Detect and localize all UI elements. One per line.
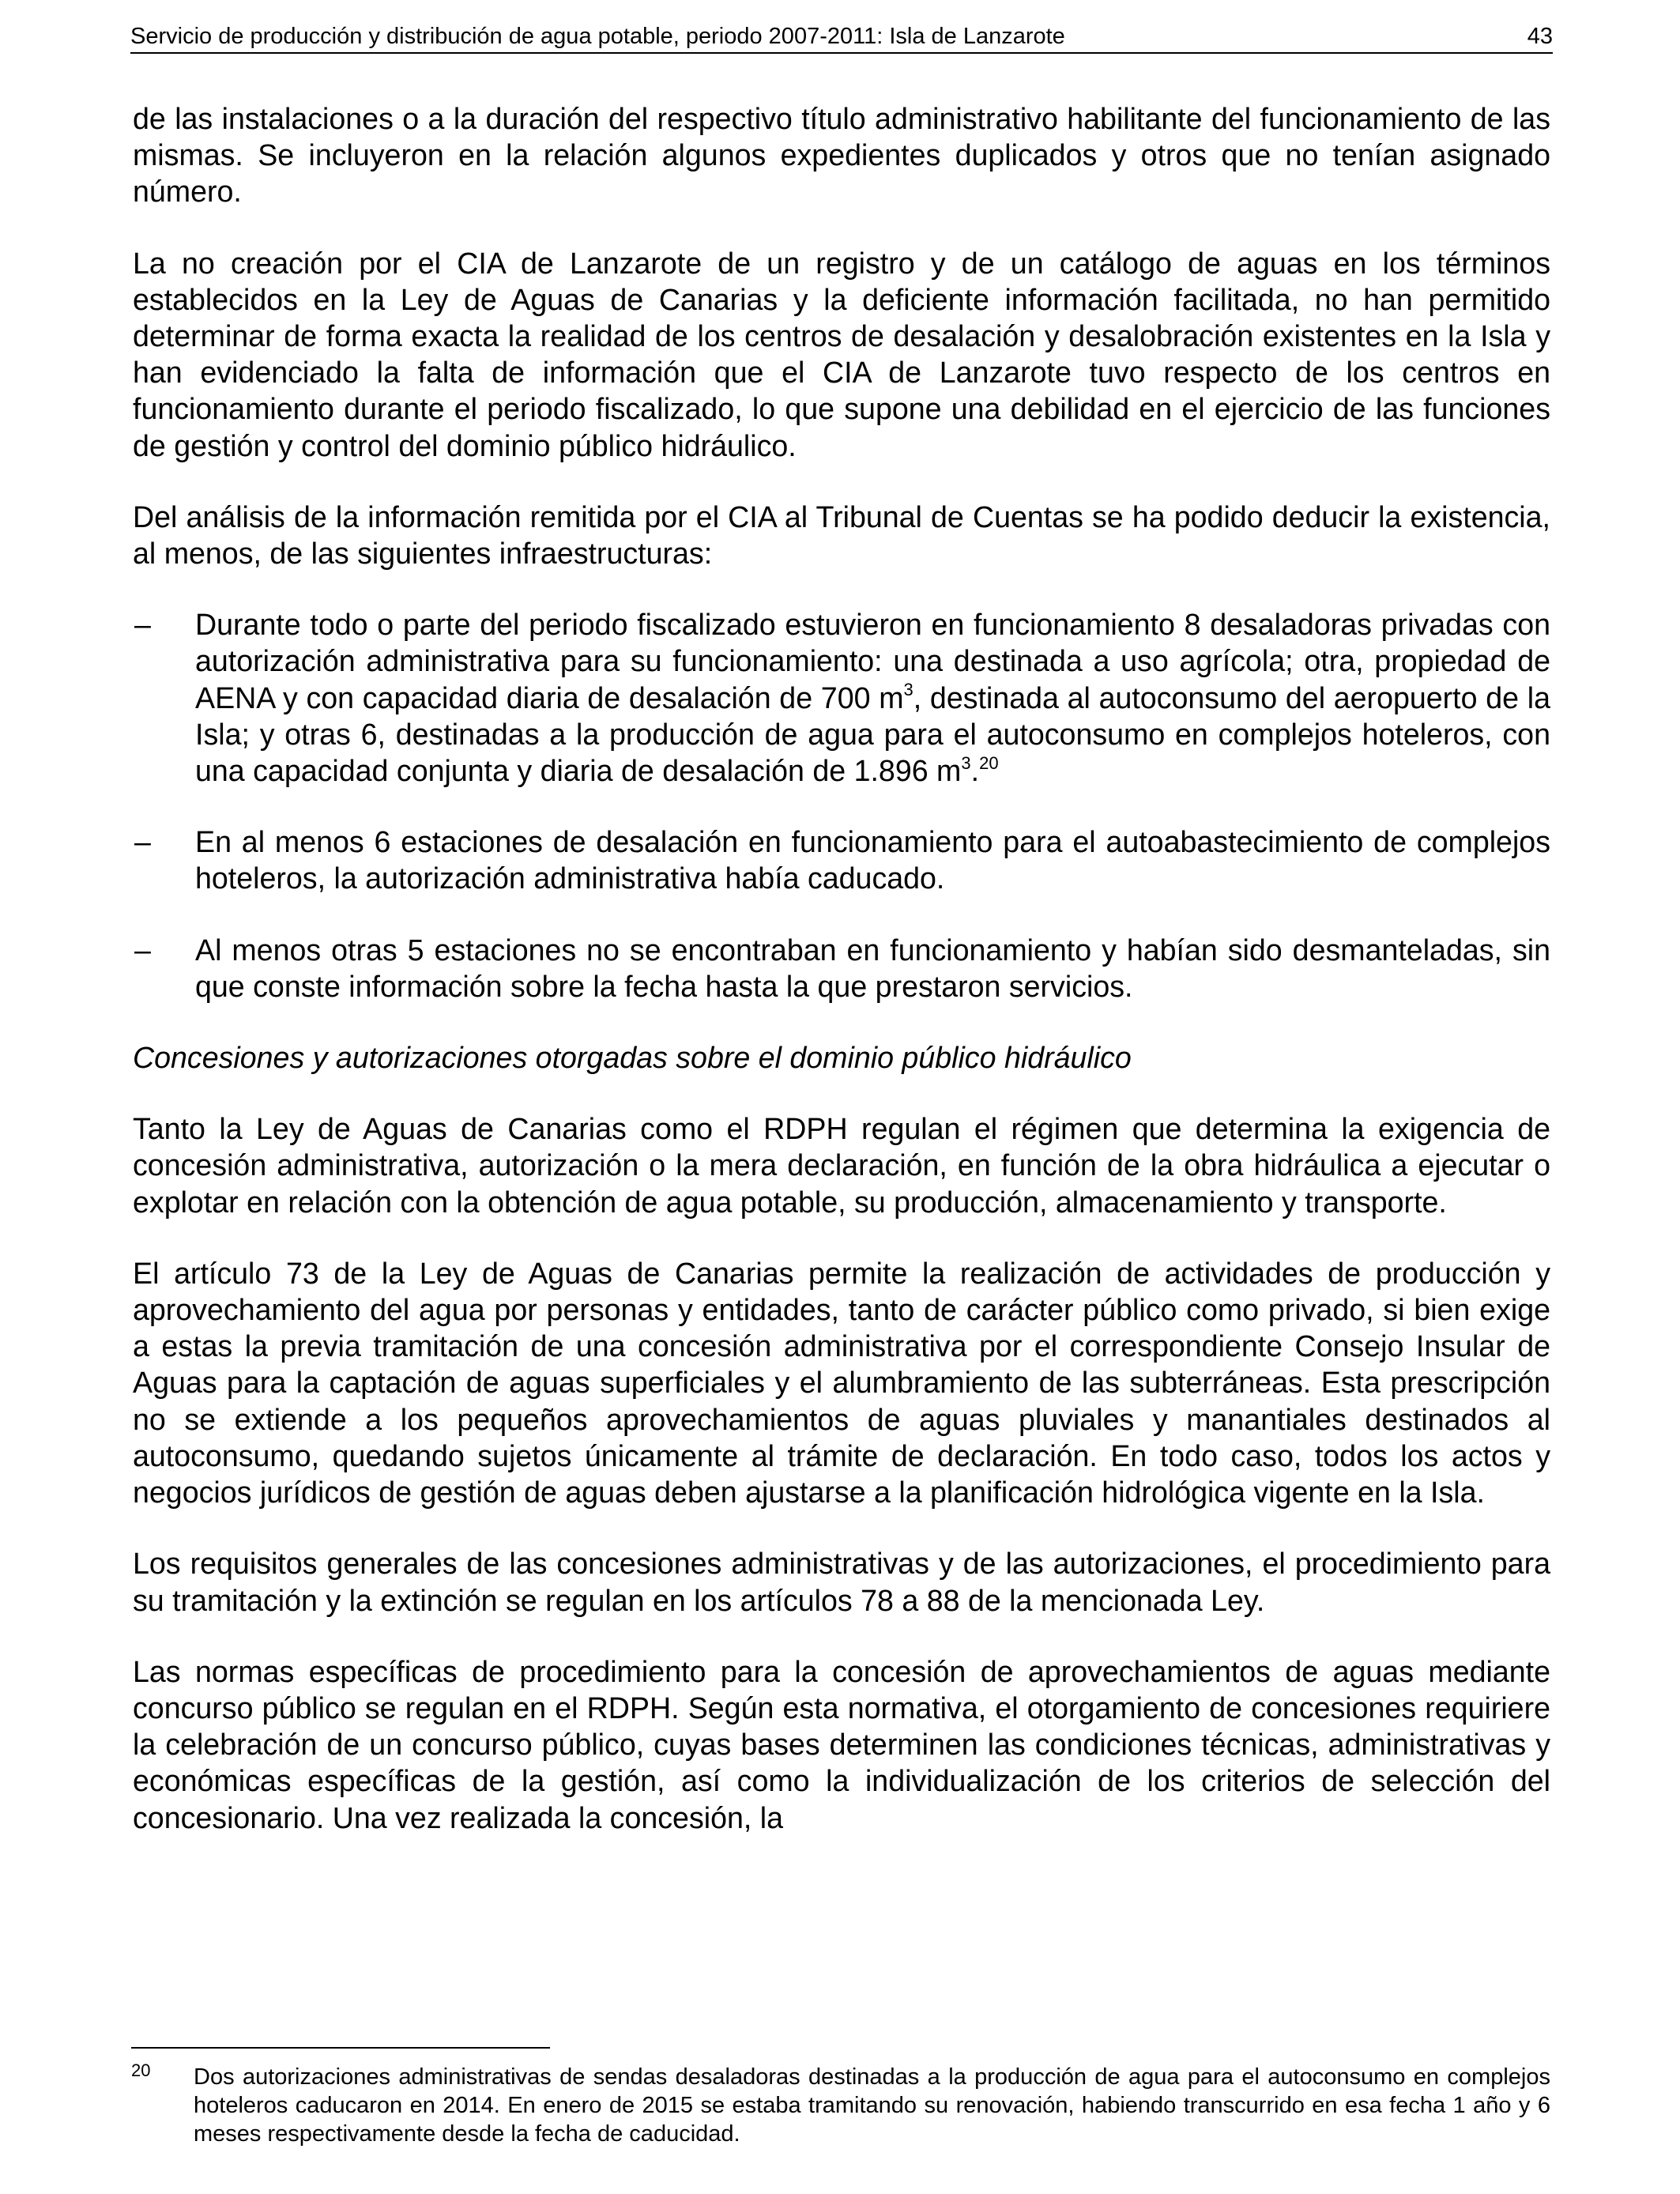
footnote-number: 20	[131, 2060, 151, 2080]
header-title: Servicio de producción y distribución de agua potable, periodo 2007-2011: Isla de Lanzarote	[130, 24, 1065, 49]
list-item-3-text: Al menos otras 5 estaciones no se encontraban en funcionamiento y habían sido desmanteladas, sin que conste información sobre la fecha hasta la que prestaron servicios.	[195, 933, 1550, 1003]
list-item-1-text-a: Durante todo o parte del periodo fiscalizado estuvieron en funcionamiento 8 desaladoras privadas con autorización administrativa para su funcionamiento: una destinada a uso agrícola; otra, propiedad de AENA y con capacidad diaria de desalación de 700 m	[195, 608, 1550, 714]
section-heading: Concesiones y autorizaciones otorgadas sobre el dominio público hidráulico	[133, 1041, 1132, 1075]
paragraph-1: de las instalaciones o a la duración del respectivo título administrativo habilitante del funcionamiento de las mismas. Se incluyeron en la relación algunos expedientes duplicados y otros que no tenían asignado número.	[133, 102, 1550, 209]
list-item	[133, 606, 1550, 789]
infrastructure-list	[133, 606, 1550, 1005]
footnote-reference[interactable]: 20	[979, 752, 999, 773]
paragraph-6: Los requisitos generales de las concesiones administrativas y de las autorizaciones, el procedimiento para su tramitación y la extinción se regulan en los artículos 78 a 88 de la mencionada Ley.	[133, 1547, 1550, 1617]
list-item-1-text-b: , destinada al autoconsumo del aeropuerto de la Isla; y otras 6, destinadas a la producción de agua para el autoconsumo en complejos hoteleros, con una capacidad conjunta y diaria de desalación de 1.896 m	[195, 680, 1550, 788]
list-item-1-text-c: .	[970, 754, 980, 788]
list-item	[133, 932, 1550, 1005]
list-item-2-text: En al menos 6 estaciones de desalación en funcionamiento para el autoabastecimiento de complejos hoteleros, la autorización administrativa había caducado.	[195, 825, 1550, 895]
superscript-cubic-2: 3	[961, 752, 971, 773]
document-body	[133, 100, 1550, 1871]
footnote	[131, 2060, 1550, 2148]
page-number: 43	[1527, 24, 1553, 49]
paragraph-2: La no creación por el CIA de Lanzarote de un registro y de un catálogo de aguas en los términos establecidos en la Ley de Aguas de Canarias y la deficiente información facilitada, no han permitido determinar de forma exacta la realidad de los centros de desalación y desalobración existentes en la Isla y han evidenciado la falta de información que el CIA de Lanzarote tuvo respecto de los centros en funcionamiento durante el periodo fiscalizado, lo que supone una debilidad en el ejercicio de las funciones de gestión y control del dominio público hidráulico.	[133, 246, 1550, 462]
paragraph-3: Del análisis de la información remitida por el CIA al Tribunal de Cuentas se ha podido deducir la existencia, al menos, de las siguientes infraestructuras:	[133, 499, 1550, 571]
paragraph-7: Las normas específicas de procedimiento para la concesión de aprovechamientos de aguas mediante concurso público se regulan en el RDPH. Según esta normativa, el otorgamiento de concesiones requiriere la celebración de un concurso público, cuyas bases determinen las condiciones técnicas, administrativas y económicas específicas de la gestión, así como la individualización de los criterios de selección del concesionario. Una vez realizada la concesión, la	[133, 1654, 1550, 1834]
dash-bullet: –	[134, 933, 151, 967]
page-header	[130, 19, 1553, 54]
superscript-cubic-1: 3	[903, 680, 913, 700]
footnote-separator	[131, 2047, 550, 2049]
paragraph-4: Tanto la Ley de Aguas de Canarias como el RDPH regulan el régimen que determina la exigencia de concesión administrativa, autorización o la mera declaración, en función de la obra hidráulica a ejecutar o explotar en relación con la obtención de agua potable, su producción, almacenamiento y transporte.	[133, 1112, 1550, 1219]
footnote-text: Dos autorizaciones administrativas de sendas desaladoras destinadas a la producción de agua para el autoconsumo en complejos hoteleros caducaron en 2014. En enero de 2015 se estaba tramitando su renovación, habiendo transcurrido en esa fecha 1 año y 6 meses respectivamente desde la fecha de caducidad.	[194, 2064, 1550, 2147]
dash-bullet: –	[134, 608, 151, 642]
paragraph-5: El artículo 73 de la Ley de Aguas de Canarias permite la realización de actividades de producción y aprovechamiento del agua por personas y entidades, tanto de carácter público como privado, si bien exige a estas la previa tramitación de una concesión administrativa por el correspondiente Consejo Insular de Aguas para la captación de aguas superficiales y el alumbramiento de las subterráneas. Esta prescripción no se extiende a los pequeños aprovechamientos de aguas pluviales y manantiales destinados al autoconsumo, quedando sujetos únicamente al trámite de declaración. En todo caso, todos los actos y negocios jurídicos de gestión de aguas deben ajustarse a la planificación hidrológica vigente en la Isla.	[133, 1256, 1550, 1510]
list-item	[133, 824, 1550, 896]
dash-bullet: –	[134, 825, 151, 859]
